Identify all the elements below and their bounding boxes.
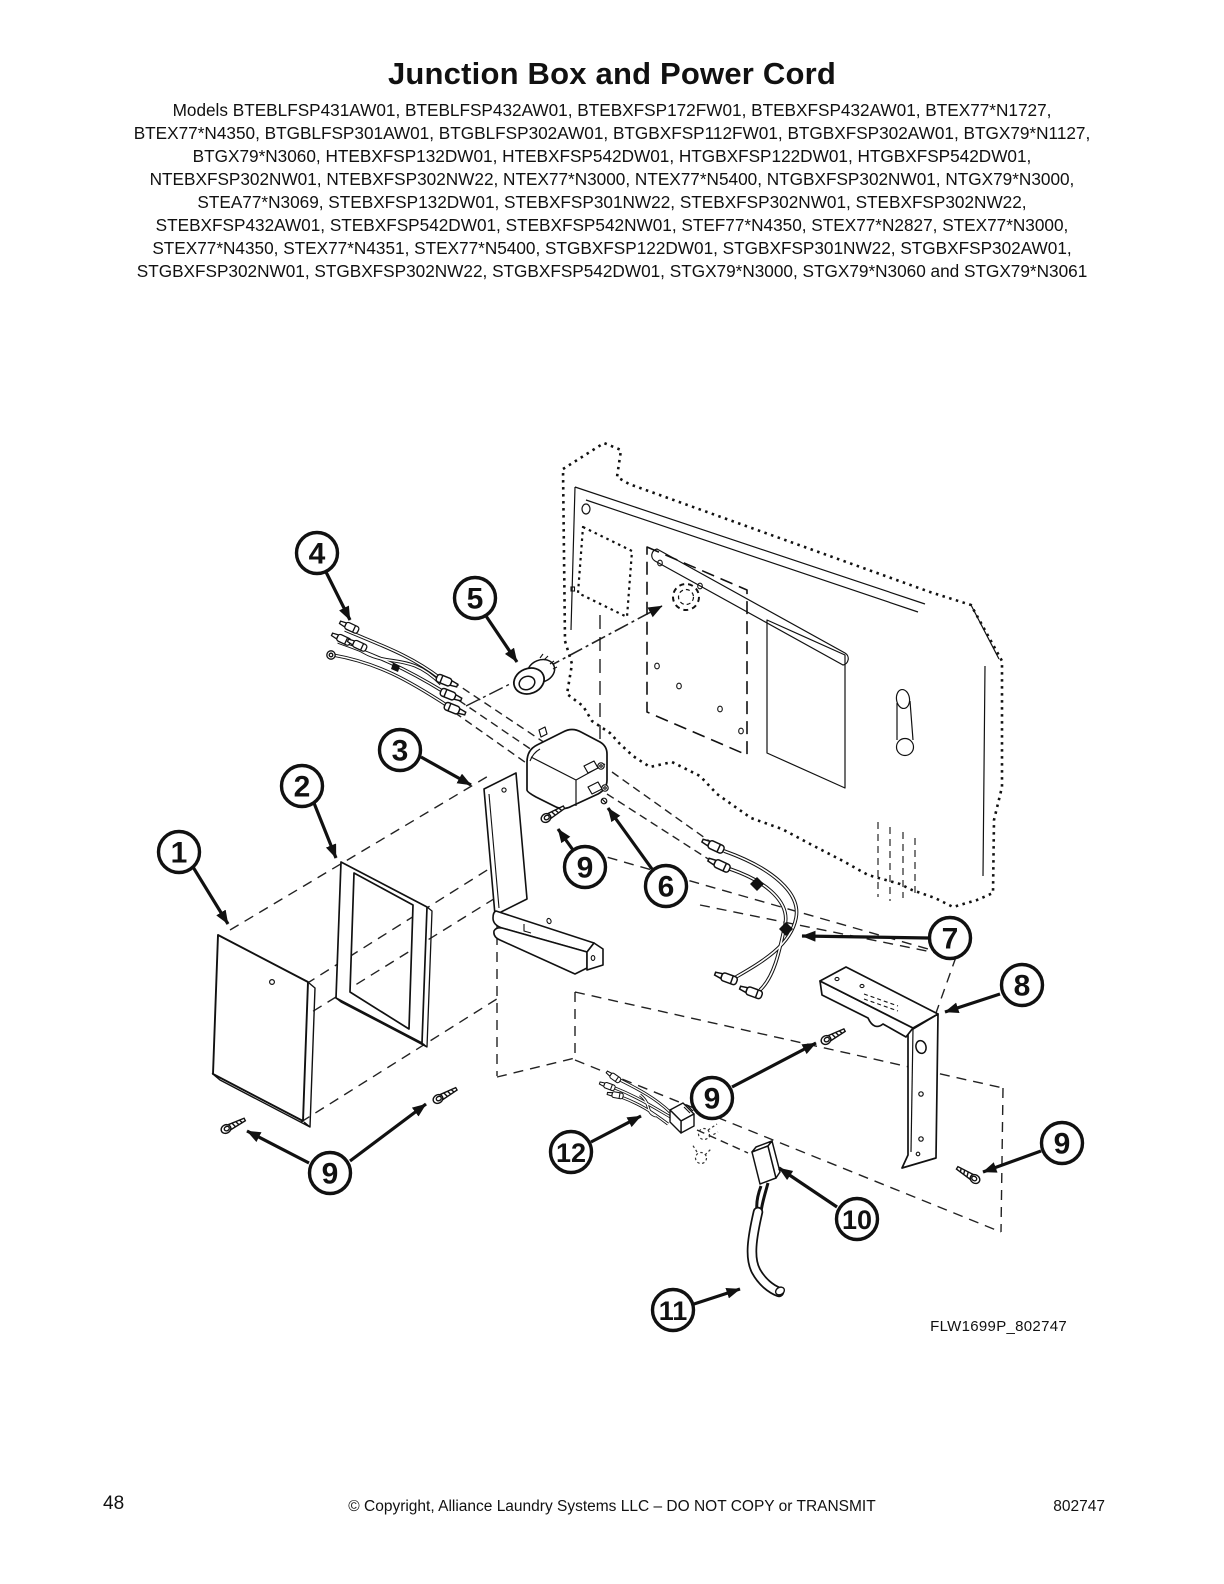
figure-code: FLW1699P_802747 xyxy=(930,1318,1067,1335)
callouts-layer xyxy=(159,533,1083,1331)
callout-leader-arrow xyxy=(591,1116,641,1142)
callout-number: 4 xyxy=(308,537,326,571)
callout-4 xyxy=(297,533,351,621)
callout-number: 2 xyxy=(293,770,311,804)
ring-terminal xyxy=(327,651,335,659)
part-cover-plate-1 xyxy=(213,935,315,1127)
part-power-cord-11 xyxy=(752,1183,786,1296)
callout-9 xyxy=(247,1104,426,1194)
model-list-line: STEX77*N4350, STEX77*N4351, STEX77*N5400, STGBXFSP122DW01, STGBXFSP301NW22, STGBXFSP302AW01, xyxy=(152,238,1072,258)
callout-leader-arrow xyxy=(326,572,350,620)
model-list-line: STEA77*N3069, STEBXFSP132DW01, STEBXFSP301NW22, STEBXFSP302NW01, STEBXFSP302NW22, xyxy=(197,192,1027,212)
callout-number: 9 xyxy=(703,1082,721,1116)
copyright-notice: © Copyright, Alliance Laundry Systems LLC – DO NOT COPY or TRANSMIT xyxy=(348,1498,876,1515)
callout-10 xyxy=(779,1168,878,1240)
callout-12 xyxy=(551,1116,642,1173)
callout-1 xyxy=(159,832,229,925)
callout-6 xyxy=(608,808,687,907)
model-list-line: STGBXFSP302NW01, STGBXFSP302NW22, STGBXFSP542DW01, STGX79*N3000, STGX79*N3060 and STGX79*N3061 xyxy=(136,261,1088,281)
callout-number: 7 xyxy=(941,922,959,956)
callout-number: 1 xyxy=(170,836,188,870)
callout-number: 8 xyxy=(1013,969,1031,1003)
callout-9 xyxy=(983,1123,1083,1173)
callout-number: 6 xyxy=(657,870,675,904)
callout-number: 9 xyxy=(1053,1127,1071,1161)
projection-lines xyxy=(212,606,1003,1232)
callout-leader-arrow xyxy=(983,1151,1041,1172)
callout-number: 9 xyxy=(321,1157,339,1191)
callout-number: 10 xyxy=(841,1205,873,1235)
callout-8 xyxy=(945,965,1043,1013)
callout-leader-arrow xyxy=(350,1104,426,1161)
callout-leader-arrow xyxy=(193,867,228,924)
model-list-line: STEBXFSP432AW01, STEBXFSP542DW01, STEBXFSP542NW01, STEF77*N4350, STEX77*N2827, STEX77*N3000, xyxy=(155,215,1069,235)
callout-leader-arrow xyxy=(486,616,517,662)
page-title: Junction Box and Power Cord xyxy=(387,56,837,91)
callout-leader-arrow xyxy=(314,803,336,858)
callout-number: 5 xyxy=(466,582,484,616)
part-mounting-bracket-8 xyxy=(820,967,938,1168)
panel-keyhole-slot xyxy=(895,689,913,756)
panel-hole-marks xyxy=(571,560,743,734)
callout-3 xyxy=(380,730,472,786)
callout-9 xyxy=(558,829,606,888)
page-number: 48 xyxy=(103,1493,125,1514)
callout-2 xyxy=(282,766,337,859)
model-list-line: BTEX77*N4350, BTGBLFSP301AW01, BTGBLFSP302AW01, BTGBXFSP112FW01, BTGBXFSP302AW01, BTGX79*N1127, xyxy=(133,123,1091,143)
model-list-line: BTGX79*N3060, HTEBXFSP132DW01, HTEBXFSP542DW01, HTGBXFSP122DW01, HTGBXFSP542DW01, xyxy=(192,146,1032,166)
model-list-line: NTEBXFSP302NW01, NTEBXFSP302NW22, NTEX77*N3000, NTEX77*N5400, NTGBXFSP302NW01, NTGX79*N3000, xyxy=(149,169,1075,189)
part-terminal-block-10 xyxy=(752,1141,780,1184)
callout-leader-arrow xyxy=(247,1131,309,1163)
model-list-line: Models BTEBLFSP431AW01, BTEBLFSP432AW01, BTEBXFSP172FW01, BTEBXFSP432AW01, BTEX77*N1727, xyxy=(172,100,1052,120)
callout-leader-arrow xyxy=(694,1289,740,1304)
part-ground-harness-7 xyxy=(701,837,797,1000)
doc-number: 802747 xyxy=(1053,1498,1105,1515)
callout-leader-arrow xyxy=(558,829,573,850)
part-wire-harness-4 xyxy=(327,619,467,717)
callout-9 xyxy=(692,1043,817,1119)
callout-number: 12 xyxy=(555,1138,587,1168)
callout-leader-arrow xyxy=(421,757,471,785)
callout-leader-arrow xyxy=(945,994,1000,1012)
callout-number: 11 xyxy=(658,1296,688,1326)
callout-leader-arrow xyxy=(802,936,928,938)
callout-7 xyxy=(802,918,971,959)
bushing-hole-dashed xyxy=(673,584,699,610)
callout-leader-arrow xyxy=(732,1043,816,1087)
callout-11 xyxy=(653,1289,741,1331)
part-gasket-2 xyxy=(336,862,432,1047)
callout-5 xyxy=(455,578,518,663)
callout-leader-arrow xyxy=(779,1168,837,1207)
callout-number: 3 xyxy=(391,734,409,768)
callout-number: 9 xyxy=(576,851,594,885)
loose-hardware-dotted xyxy=(692,1124,718,1164)
